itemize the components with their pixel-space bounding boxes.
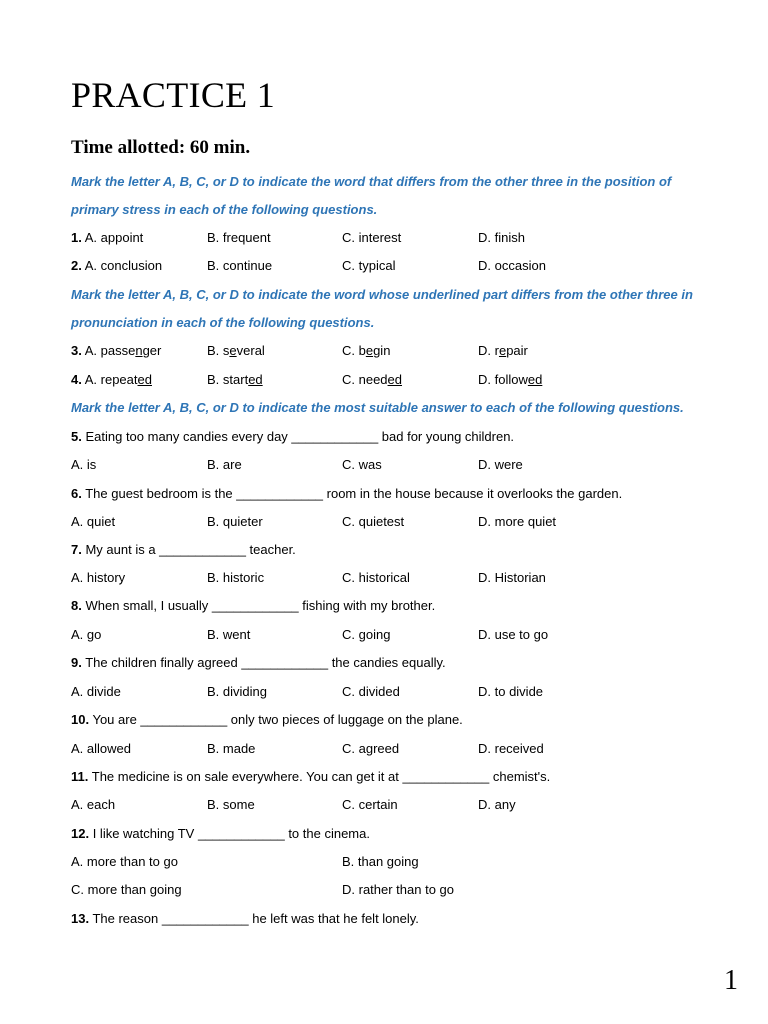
option-a: A. allowed [71,741,131,756]
question-text: The children finally agreed ____________ the candies equally. [85,655,446,670]
option-c: C. needed [342,372,403,387]
option-d: D. any [478,797,516,812]
option-a: A. more than to go [71,854,178,869]
question-text: The medicine is on sale everywhere. You can get it at ____________ chemist's. [91,769,551,784]
option-b: B. went [207,627,251,642]
option-c: C. more than going [71,882,182,897]
question-number: 4. [71,372,82,387]
option-c: C. going [342,627,391,642]
underlined-part: ed [387,372,403,387]
question-number: 1. [71,230,82,245]
question-6-stem [71,484,721,504]
question-number: 2. [71,258,82,273]
underlined-part: e [365,343,374,358]
question-number: 6. [71,486,82,501]
option-a: A. go [71,627,102,642]
page-title: PRACTICE 1 [71,75,276,115]
option-d: D. followed [478,372,543,387]
underlined-part: ed [248,372,263,387]
option-b: B. made [207,741,256,756]
question-number: 5. [71,429,82,444]
option-d: D. Historian [478,570,546,585]
question-number: 7. [71,542,82,557]
option-c: C. certain [342,797,398,812]
option-b: B. than going [342,854,419,869]
option-b: B. are [207,457,242,472]
question-13-stem [71,909,721,929]
underlined-part: e [498,343,507,358]
question-8-stem [71,596,721,616]
option-d: D. use to go [478,627,549,642]
question-12-stem [71,824,721,844]
underlined-part: ed [137,372,152,387]
option-b: B. frequent [207,230,271,245]
option-a: 4. A. repeated [71,372,152,387]
option-a: A. history [71,570,126,585]
option-a: A. quiet [71,514,116,529]
question-text: The reason ____________ he left was that he felt lonely. [92,911,419,926]
question-number: 13. [71,911,90,926]
option-b: B. started [207,372,263,387]
option-c: C. interest [342,230,402,245]
option-d: D. received [478,741,544,756]
option-a: A. conclusion [84,258,163,273]
question-9-stem [71,653,721,673]
question-7-stem [71,540,721,560]
option-b: B. dividing [207,684,267,699]
question-text: My aunt is a ____________ teacher. [85,542,296,557]
question-11-stem [71,767,721,787]
option-a: A. appoint [84,230,144,245]
option-c: C. agreed [342,741,400,756]
question-number: 12. [71,826,90,841]
option-a: A. is [71,457,97,472]
instruction-stress: Mark the letter A, B, C, or D to indicate the word that differs from the other three in the position of primary stress in each of the following questions. [71,174,672,217]
option-b: B. historic [207,570,265,585]
underlined-part: n [135,343,143,358]
option-c: C. begin [342,343,391,358]
option-c: C. historical [342,570,410,585]
question-number: 10. [71,712,90,727]
instruction-pronunciation: Mark the letter A, B, C, or D to indicate the word whose underlined part differs from the other three in pronunciation in each of the following questions. [71,287,693,330]
option-c: C. quietest [342,514,405,529]
option-d: D. more quiet [478,514,557,529]
option-b: B. continue [207,258,273,273]
option-c: C. typical [342,258,396,273]
underlined-part: e [229,343,237,358]
option-b: B. some [207,797,255,812]
underlined-part: ed [527,372,543,387]
question-text: When small, I usually ____________ fishing with my brother. [85,598,436,613]
instruction-suitable: Mark the letter A, B, C, or D to indicate the most suitable answer to each of the following questions. [71,400,684,415]
option-d: D. occasion [478,258,546,273]
question-text: Eating too many candies every day ____________ bad for young children. [85,429,515,444]
question-text: You are ____________ only two pieces of luggage on the plane. [92,712,463,727]
option-d: D. repair [478,343,528,358]
option-a: A. divide [71,684,121,699]
question-5-stem [71,427,721,447]
question-number: 9. [71,655,82,670]
question-text: The guest bedroom is the ____________ room in the house because it overlooks the garden. [85,486,623,501]
question-text: I like watching TV ____________ to the cinema. [92,826,370,841]
time-allotted: Time allotted: 60 min. [71,137,251,158]
question-10-stem [71,710,721,730]
option-d: D. to divide [478,684,544,699]
option-d: D. rather than to go [342,882,455,897]
option-d: D. finish [478,230,525,245]
question-number: 8. [71,598,82,613]
option-d: D. were [478,457,523,472]
option-b: B. quieter [207,514,263,529]
page-number: 1 [724,965,738,996]
option-a: 3. A. passenger [71,343,162,358]
option-b: B. several [207,343,265,358]
question-number: 11. [71,769,89,784]
option-c: C. was [342,457,382,472]
option-a: A. each [71,797,116,812]
question-number: 3. [71,343,82,358]
option-c: C. divided [342,684,400,699]
